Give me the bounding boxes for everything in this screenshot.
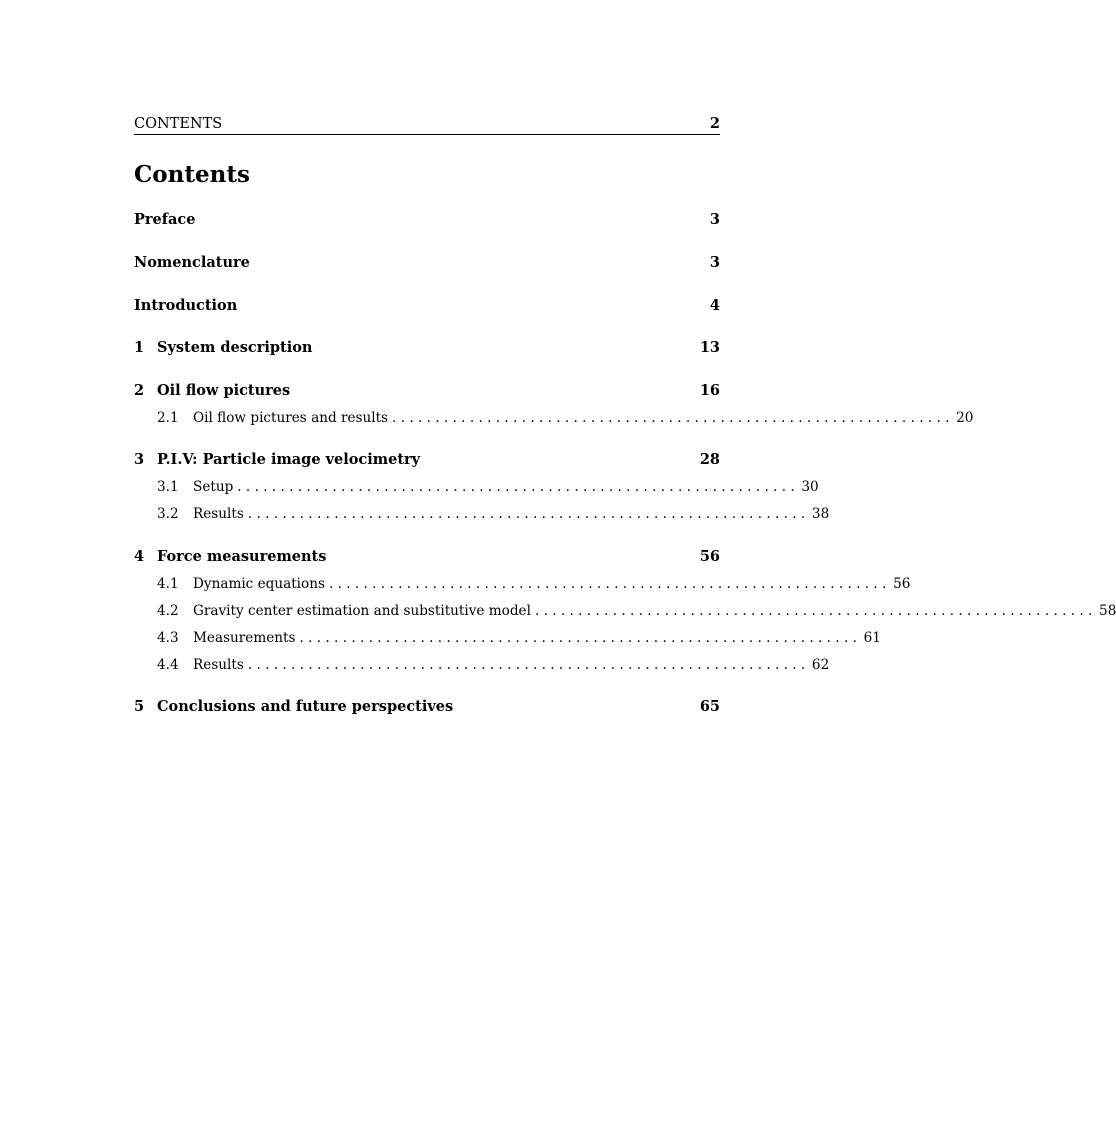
toc-entry-section-4-4[interactable]	[134, 655, 830, 675]
toc-entry-title: Results	[193, 657, 244, 673]
toc-entry-title: Measurements	[193, 630, 296, 646]
toc-entry-number: 3.2	[157, 506, 179, 522]
toc-entry-chapter-2[interactable]	[134, 381, 720, 401]
toc-entry-title: Nomenclature	[134, 254, 250, 271]
toc-entry-title: Dynamic equations	[193, 576, 325, 592]
toc-entry-section-3-2[interactable]	[134, 504, 830, 524]
toc-entry-title: Preface	[134, 211, 196, 228]
toc-entry-chapter-3[interactable]	[134, 450, 720, 470]
toc-entry-page: 3	[709, 211, 720, 228]
toc-entry-title: P.I.V: Particle image velocimetry	[157, 451, 421, 468]
toc-entry-page: 4	[709, 297, 720, 314]
toc-entry-page: 3	[709, 254, 720, 271]
toc-entry-introduction[interactable]	[134, 296, 720, 316]
toc-entry-number: 4.2	[157, 603, 179, 619]
toc-entry-page: 13	[699, 339, 720, 356]
dot-leader: . . . . . . . . . . . . . . . . . . . . . . . . . . . . . . . . . . . . . . . . . . . . . . . . . . . . . . . . . . . . . . . . .	[237, 479, 795, 495]
page-title: Contents	[134, 161, 250, 188]
toc-entry-section-4-1[interactable]	[134, 574, 911, 594]
toc-entry-number: 3.1	[157, 479, 179, 495]
toc-entry-page: 20	[956, 410, 974, 426]
toc-entry-preface[interactable]	[134, 210, 720, 230]
header-label: CONTENTS	[134, 116, 223, 132]
toc-entry-chapter-5[interactable]	[134, 697, 720, 717]
toc-entry-number: 5	[134, 698, 145, 715]
toc-entry-number: 4.3	[157, 630, 179, 646]
toc-entry-title: Gravity center estimation and substitutive model	[193, 603, 531, 619]
toc-entry-nomenclature[interactable]	[134, 253, 720, 273]
toc-entry-title: Force measurements	[157, 548, 327, 565]
toc-entry-section-3-1[interactable]	[134, 477, 819, 497]
toc-entry-number: 4.1	[157, 576, 179, 592]
dot-leader: . . . . . . . . . . . . . . . . . . . . . . . . . . . . . . . . . . . . . . . . . . . . . . . . . . . . . . . . . . . . . . . . .	[534, 603, 1093, 619]
toc-entry-title: Setup	[193, 479, 234, 495]
toc-entry-page: 38	[811, 506, 830, 522]
toc-entry-number: 2	[134, 382, 145, 399]
toc-entry-page: 30	[801, 479, 819, 495]
dot-leader: . . . . . . . . . . . . . . . . . . . . . . . . . . . . . . . . . . . . . . . . . . . . . . . . . . . . . . . . . . . . . . . . .	[328, 576, 887, 592]
toc-entry-page: 56	[699, 548, 720, 565]
toc-entry-title: System description	[157, 339, 313, 356]
toc-entry-title: Results	[193, 506, 244, 522]
toc-entry-number: 2.1	[157, 410, 179, 426]
toc-entry-page: 62	[811, 657, 830, 673]
dot-leader: . . . . . . . . . . . . . . . . . . . . . . . . . . . . . . . . . . . . . . . . . . . . . . . . . . . . . . . . . . . . . . . . .	[247, 657, 806, 673]
running-header	[134, 114, 720, 135]
toc-entry-number: 3	[134, 451, 145, 468]
toc-entry-title: Oil flow pictures	[157, 382, 291, 399]
dot-leader: . . . . . . . . . . . . . . . . . . . . . . . . . . . . . . . . . . . . . . . . . . . . . . . . . . . . . . . . . . . . . . . . .	[299, 630, 857, 646]
toc-entry-chapter-1[interactable]	[134, 338, 720, 358]
toc-entry-page: 61	[863, 630, 881, 646]
toc-entry-page: 65	[699, 698, 720, 715]
toc-entry-page: 16	[699, 382, 720, 399]
toc-entry-section-4-2[interactable]	[134, 601, 1116, 621]
toc-entry-chapter-4[interactable]	[134, 547, 720, 567]
toc-entry-page: 56	[893, 576, 911, 592]
toc-entry-section-4-3[interactable]	[134, 628, 881, 648]
toc-entry-page: 58	[1099, 603, 1116, 619]
dot-leader: . . . . . . . . . . . . . . . . . . . . . . . . . . . . . . . . . . . . . . . . . . . . . . . . . . . . . . . . . . . . . . . . .	[392, 410, 950, 426]
header-page-number: 2	[709, 115, 720, 132]
toc-entry-title: Introduction	[134, 297, 238, 314]
toc-entry-title: Conclusions and future perspectives	[157, 698, 454, 715]
toc-entry-section-2-1[interactable]	[134, 408, 974, 428]
toc-entry-number: 4	[134, 548, 145, 565]
dot-leader: . . . . . . . . . . . . . . . . . . . . . . . . . . . . . . . . . . . . . . . . . . . . . . . . . . . . . . . . . . . . . . . . .	[247, 506, 806, 522]
toc-entry-page: 28	[699, 451, 720, 468]
toc-entry-title: Oil flow pictures and results	[193, 410, 389, 426]
toc-entry-number: 1	[134, 339, 145, 356]
toc-entry-number: 4.4	[157, 657, 179, 673]
